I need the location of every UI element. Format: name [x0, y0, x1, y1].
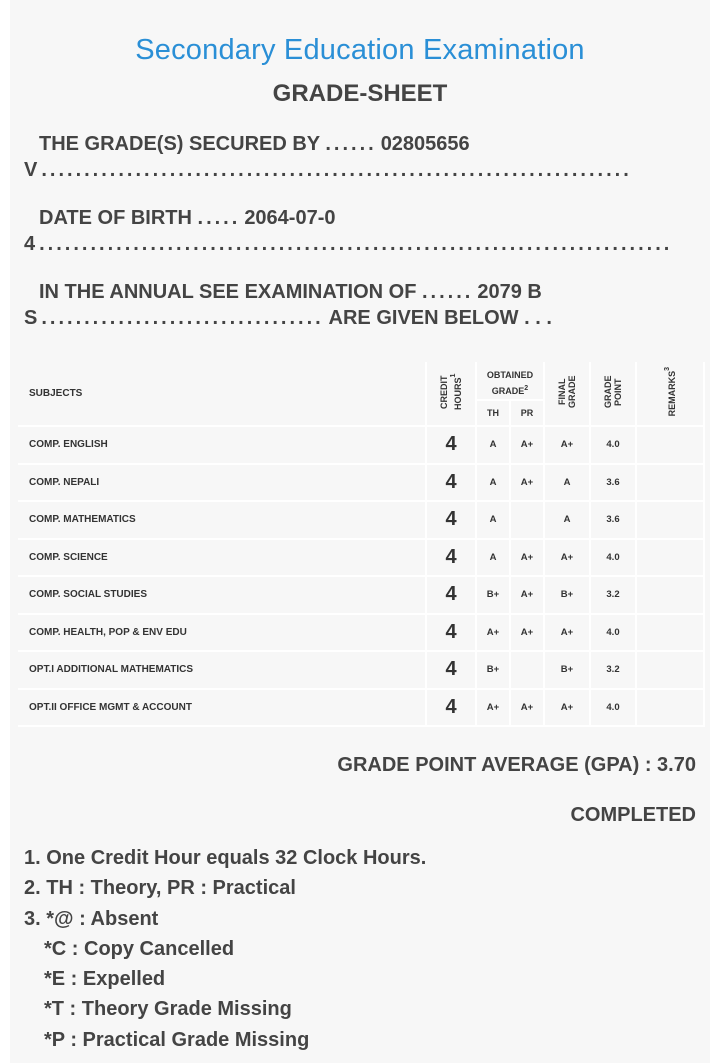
- grade-point-cell: 3.6: [590, 501, 636, 539]
- header-credit-hours: CREDIT HOURS$^1$: [426, 362, 476, 426]
- remarks-cell: [636, 651, 704, 689]
- status-text: COMPLETED: [570, 804, 696, 826]
- final-grade-cell: A: [544, 501, 590, 539]
- subject-cell: COMP. ENGLISH: [18, 426, 426, 464]
- credit-cell: 4: [426, 576, 476, 614]
- exam-line: IN THE ANNUAL SEE EXAMINATION OF ...... 2079 BS ................................. ARE GIVEN BELOW . . .: [24, 281, 552, 329]
- th-grade-cell: B+: [476, 576, 510, 614]
- table-row: [18, 426, 704, 464]
- header-remarks: REMARKS$^3$: [636, 362, 704, 426]
- grade-point-cell: 3.2: [590, 651, 636, 689]
- footnote-item: *E : Expelled: [44, 968, 166, 991]
- header-pr: PR: [520, 407, 534, 418]
- subject-cell: COMP. MATHEMATICS: [18, 501, 426, 539]
- footnote-item: *P : Practical Grade Missing: [44, 1028, 310, 1051]
- table-row: [18, 614, 704, 652]
- subject-cell: COMP. SOCIAL STUDIES: [18, 576, 426, 614]
- pr-grade-cell: A+: [510, 539, 544, 577]
- page-subtitle: GRADE-SHEET: [272, 80, 448, 107]
- header-grade-point: GRADE POINT: [590, 362, 636, 426]
- table-row: [18, 689, 704, 727]
- gpa-summary: GRADE POINT AVERAGE (GPA) : 3.70: [337, 754, 696, 776]
- subject-cell: COMP. HEALTH, POP & ENV EDU: [18, 614, 426, 652]
- final-grade-cell: A+: [544, 614, 590, 652]
- remarks-cell: [636, 614, 704, 652]
- pr-grade-cell: A+: [510, 464, 544, 502]
- credit-cell: 4: [426, 464, 476, 502]
- header-subjects: SUBJECTS: [18, 362, 426, 426]
- dob-value: 2064-07-04: [24, 207, 336, 255]
- table-row: [18, 576, 704, 614]
- dob-line: DATE OF BIRTH ..... 2064-07-04 ..........................................................................: [24, 207, 673, 255]
- final-grade-cell: B+: [544, 576, 590, 614]
- grade-point-cell: 4.0: [590, 426, 636, 464]
- footnote-item: 1. One Credit Hour equals 32 Clock Hours.: [24, 847, 427, 869]
- pr-grade-cell: A+: [510, 689, 544, 727]
- exam-year: 2079 BS: [24, 281, 542, 329]
- table-row: [18, 464, 704, 502]
- footnotes: [24, 843, 700, 1055]
- grade-sheet: [10, 0, 710, 1063]
- final-grade-cell: A+: [544, 426, 590, 464]
- grades-table: [18, 362, 705, 727]
- grade-point-cell: 4.0: [590, 539, 636, 577]
- remarks-cell: [636, 576, 704, 614]
- subject-cell: OPT.II OFFICE MGMT & ACCOUNT: [18, 689, 426, 727]
- th-grade-cell: A: [476, 464, 510, 502]
- credit-cell: 4: [426, 501, 476, 539]
- dob-label: DATE OF BIRTH: [39, 207, 192, 229]
- secured-by-line: THE GRADE(S) SECURED BY ...... 02805656V .....................................................................: [24, 133, 632, 181]
- grade-point-cell: 4.0: [590, 689, 636, 727]
- th-grade-cell: A+: [476, 614, 510, 652]
- subject-cell: COMP. NEPALI: [18, 464, 426, 502]
- th-grade-cell: A: [476, 426, 510, 464]
- footnote-item: *T : Theory Grade Missing: [44, 998, 292, 1021]
- credit-cell: 4: [426, 689, 476, 727]
- th-grade-cell: A: [476, 539, 510, 577]
- table-row: [18, 651, 704, 689]
- page-title: Secondary Education Examination: [135, 34, 585, 66]
- header-obtained-grade: OBTAINED GRADE$^2$ TH PR: [476, 362, 544, 426]
- credit-cell: 4: [426, 651, 476, 689]
- th-grade-cell: A: [476, 501, 510, 539]
- credit-cell: 4: [426, 539, 476, 577]
- pr-grade-cell: A+: [510, 426, 544, 464]
- grade-point-cell: 3.6: [590, 464, 636, 502]
- grade-point-cell: 3.2: [590, 576, 636, 614]
- remarks-cell: [636, 464, 704, 502]
- table-row: [18, 501, 704, 539]
- header-final-grade: FINAL GRADE: [544, 362, 590, 426]
- footnote-item: 3. *@ : Absent: [24, 907, 159, 930]
- exam-label: IN THE ANNUAL SEE EXAMINATION OF: [39, 281, 417, 303]
- th-grade-cell: B+: [476, 651, 510, 689]
- final-grade-cell: A+: [544, 539, 590, 577]
- pr-grade-cell: A+: [510, 576, 544, 614]
- symbol-number: 02805656V: [24, 133, 470, 181]
- remarks-cell: [636, 539, 704, 577]
- final-grade-cell: A+: [544, 689, 590, 727]
- credit-cell: 4: [426, 426, 476, 464]
- final-grade-cell: A: [544, 464, 590, 502]
- table-row: [18, 539, 704, 577]
- given-below-text: ARE GIVEN BELOW . . .: [328, 307, 552, 329]
- grade-point-cell: 4.0: [590, 614, 636, 652]
- pr-grade-cell: [510, 651, 544, 689]
- remarks-cell: [636, 426, 704, 464]
- remarks-cell: [636, 501, 704, 539]
- th-grade-cell: A+: [476, 689, 510, 727]
- footnote-item: 2. TH : Theory, PR : Practical: [24, 877, 296, 900]
- final-grade-cell: B+: [544, 651, 590, 689]
- credit-cell: 4: [426, 614, 476, 652]
- pr-grade-cell: A+: [510, 614, 544, 652]
- header-th: TH: [477, 401, 511, 425]
- pr-grade-cell: [510, 501, 544, 539]
- subject-cell: COMP. SCIENCE: [18, 539, 426, 577]
- secured-by-label: THE GRADE(S) SECURED BY: [39, 133, 320, 155]
- footnote-item: *C : Copy Cancelled: [44, 937, 235, 960]
- subject-cell: OPT.I ADDITIONAL MATHEMATICS: [18, 651, 426, 689]
- remarks-cell: [636, 689, 704, 727]
